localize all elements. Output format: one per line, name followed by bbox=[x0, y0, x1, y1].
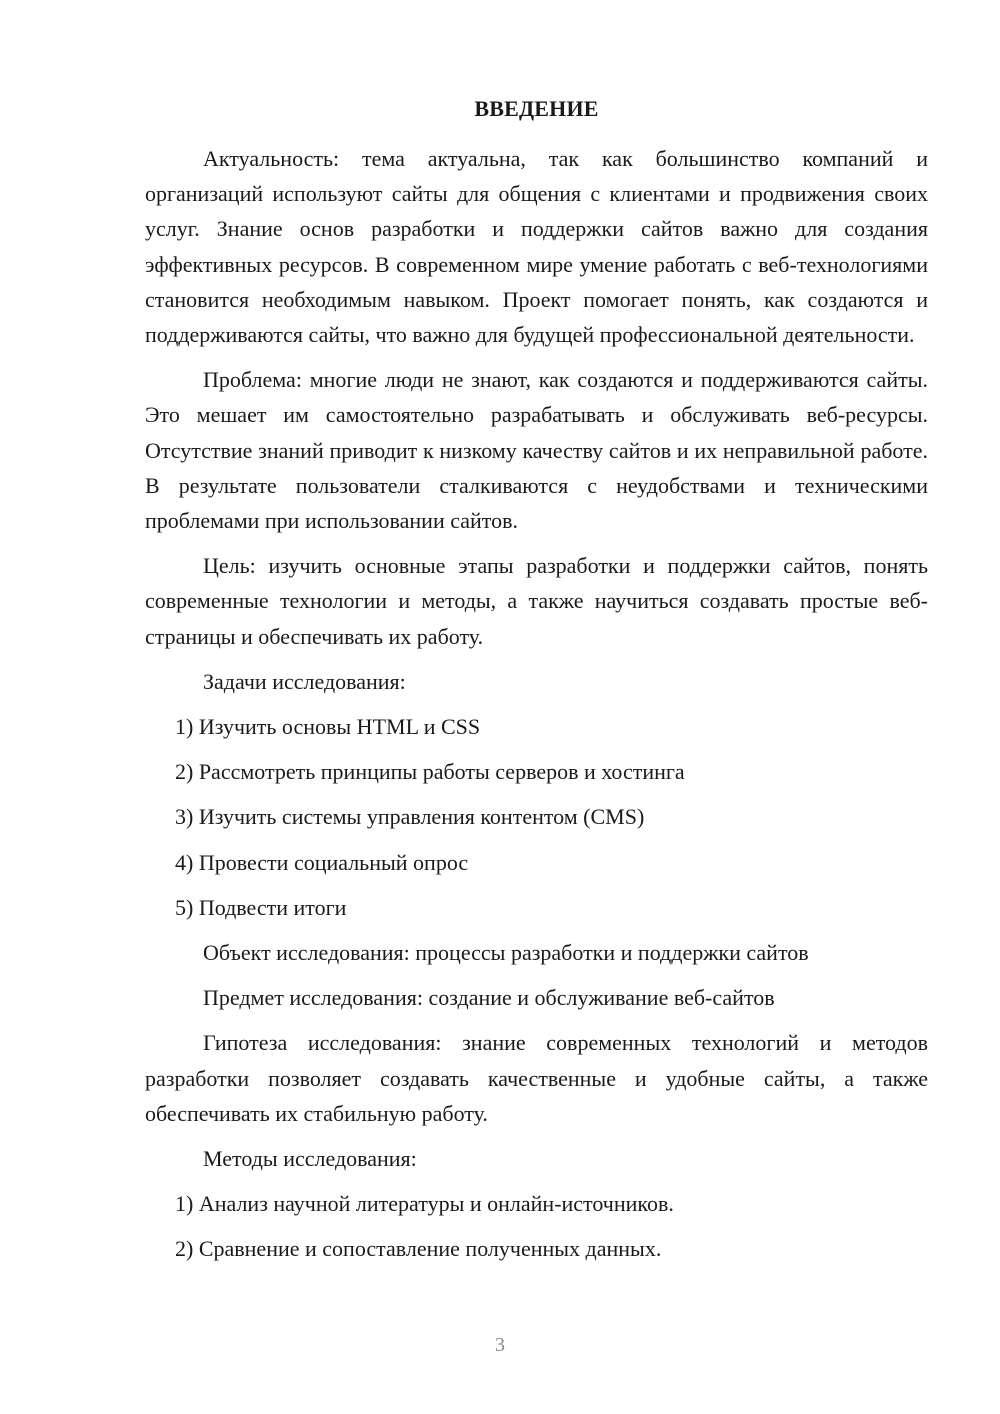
methods-label: Методы исследования: bbox=[203, 1146, 417, 1172]
page-title: ВВЕДЕНИЕ bbox=[474, 96, 599, 121]
document-body bbox=[145, 141, 928, 1277]
tasks-label: Задачи исследования: bbox=[203, 668, 406, 694]
task-item: 5) Подвести итоги bbox=[175, 894, 347, 920]
hypothesis-paragraph: Гипотеза исследования: знание современных технологий и методов разработки позволяет создавать качественные и удобные сайты, а также обеспечивать их стабильную работу. bbox=[145, 1030, 928, 1126]
method-item: 2) Сравнение и сопоставление полученных данных. bbox=[175, 1236, 662, 1262]
method-item: 1) Анализ научной литературы и онлайн-источников. bbox=[175, 1191, 674, 1217]
problem-paragraph: Проблема: многие люди не знают, как создаются и поддерживаются сайты. Это мешает им самостоятельно разрабатывать и обслуживать веб-ресурсы. Отсутствие знаний приводит к низкому качеству сайтов и их неправильной работе. В результате пользователи сталкиваются с неудобствами и техническими проблемами при использовании сайтов. bbox=[145, 367, 928, 534]
goal-paragraph: Цель: изучить основные этапы разработки и поддержки сайтов, понять современные технологии и методы, а также научиться создавать простые веб-страницы и обеспечивать их работу. bbox=[145, 553, 928, 649]
subject-line: Предмет исследования: создание и обслуживание веб-сайтов bbox=[203, 985, 775, 1011]
relevance-paragraph: Актуальность: тема актуальна, так как большинство компаний и организаций используют сайты для общения с клиентами и продвижения своих услуг. Знание основ разработки и поддержки сайтов важно для создания эффективных ресурсов. В современном мире умение работать с веб-технологиями становится необходимым навыком. Проект помогает понять, как создаются и поддерживаются сайты, что важно для будущей профессиональной деятельности. bbox=[145, 146, 928, 348]
task-item: 3) Изучить системы управления контентом (CMS) bbox=[175, 804, 645, 830]
task-item: 4) Провести социальный опрос bbox=[175, 849, 469, 875]
object-line: Объект исследования: процессы разработки и поддержки сайтов bbox=[203, 940, 809, 966]
task-item: 2) Рассмотреть принципы работы серверов и хостинга bbox=[175, 759, 685, 785]
page-number: 3 bbox=[495, 1334, 505, 1356]
task-item: 1) Изучить основы HTML и CSS bbox=[175, 714, 481, 740]
